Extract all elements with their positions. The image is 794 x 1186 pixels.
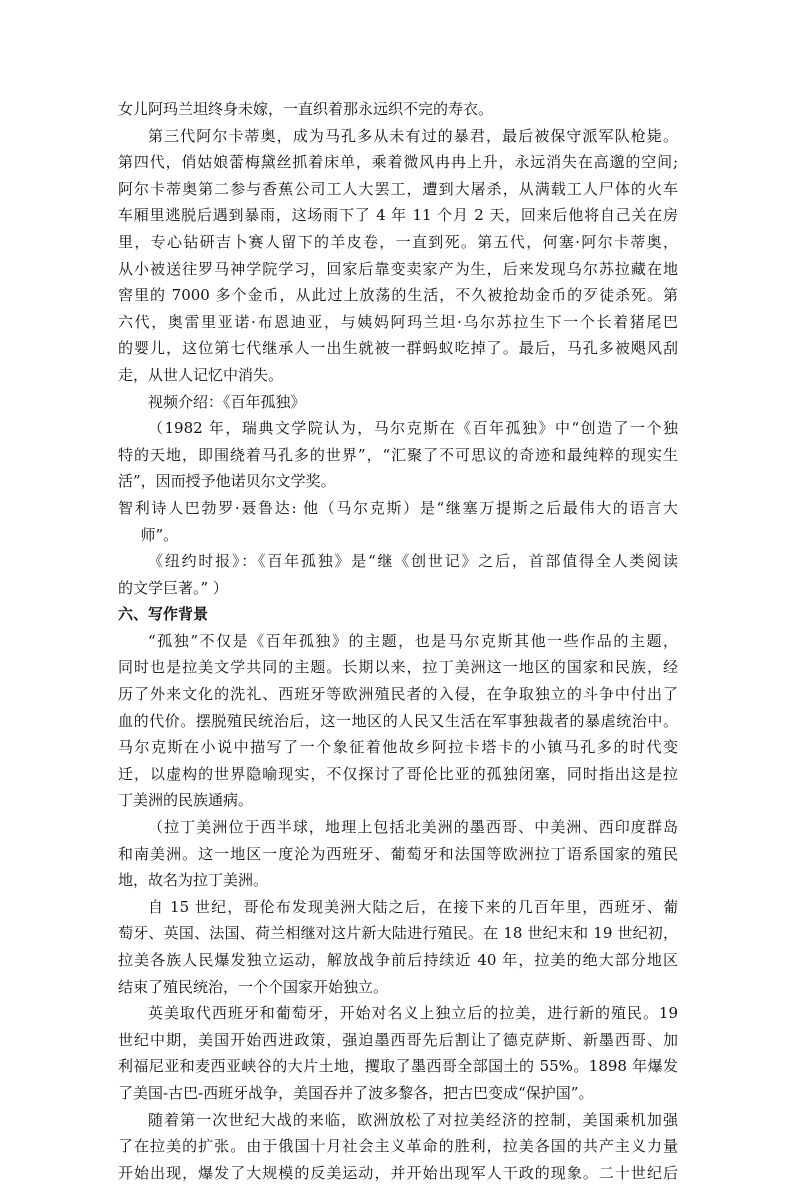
text-line: 六代，奥雷里亚诺·布恩迪亚，与姨妈阿玛兰坦·乌尔苏拉生下一个长着猪尾巴 bbox=[118, 312, 678, 331]
text-line: 窖里的 7000 多个金币，从此过上放荡的生活，不久被抢劫金币的歹徒杀死。第 bbox=[118, 286, 678, 305]
text-line: 《纽约时报》：《百年孤独》是“继《创世记》之后，首部值得全人类阅读 bbox=[148, 552, 678, 571]
text-line: “孤独”不仅是《百年孤独》的主题，也是马尔克斯其他一些作品的主题， bbox=[148, 631, 678, 650]
text-line: 英美取代西班牙和葡萄牙，开始对名义上独立后的拉美，进行新的殖民。19 bbox=[148, 1004, 678, 1023]
text-line: 世纪中期，美国开始西进政策，强迫墨西哥先后割让了德克萨斯、新墨西哥、加 bbox=[118, 1030, 678, 1049]
text-line: 里，专心钻研吉卜赛人留下的羊皮卷，一直到死。第五代，何塞·阿尔卡蒂奥， bbox=[118, 232, 678, 251]
text-line: 丁美洲的民族通病。 bbox=[118, 791, 254, 810]
document-page bbox=[118, 96, 678, 1186]
text-line: 马尔克斯在小说中描写了一个象征着他故乡阿拉卡塔卡的小镇马孔多的时代变 bbox=[118, 738, 678, 757]
text-line: 师”。 bbox=[140, 525, 179, 544]
text-line: 车厢里逃脱后遇到暴雨，这场雨下了 4 年 11 个月 2 天，回来后他将自己关在房 bbox=[118, 206, 678, 225]
text-line: 萄牙、英国、法国、荷兰相继对这片新大陆进行殖民。在 18 世纪末和 19 世纪初， bbox=[118, 924, 678, 943]
text-line: 阿尔卡蒂奥第二参与香蕉公司工人大罢工，遭到大屠杀，从满载工人尸体的火车 bbox=[118, 179, 678, 198]
text-line: 同时也是拉美文学共同的主题。长期以来，拉丁美洲这一地区的国家和民族，经 bbox=[118, 658, 678, 677]
text-line: 的文学巨著。” ） bbox=[118, 578, 228, 597]
text-line: 第四代，俏姑娘蕾梅黛丝抓着床单，乘着微风冉冉上升，永远消失在高邈的空间; bbox=[118, 153, 678, 172]
text-line: 了美国-古巴-西班牙战争，美国吞并了波多黎各，把古巴变成“保护国”。 bbox=[118, 1083, 594, 1102]
text-line: （1982 年，瑞典文学院认为，马尔克斯在《百年孤独》中“创造了一个独 bbox=[148, 419, 678, 438]
text-line: 从小被送往罗马神学院学习，回家后靠变卖家产为生，后来发现乌尔苏拉藏在地 bbox=[118, 259, 678, 278]
text-line: （拉丁美洲位于西半球，地理上包括北美洲的墨西哥、中美洲、西印度群岛 bbox=[148, 818, 678, 837]
video-intro-label: 视频介绍：《百年孤独》 bbox=[148, 392, 306, 411]
text-line: 了在拉美的扩张。由于俄国十月社会主义革命的胜利，拉美各国的共产主义力量 bbox=[118, 1137, 678, 1156]
text-line: 特的天地，即围绕着马孔多的世界”，“汇聚了不可思议的奇迹和最纯粹的现实生 bbox=[118, 445, 678, 464]
text-line: 走，从世人记忆中消失。 bbox=[118, 365, 284, 384]
text-line: 第三代阿尔卡蒂奥，成为马孔多从未有过的暴君，最后被保守派军队枪毙。 bbox=[148, 126, 678, 145]
text-line: 拉美各族人民爆发独立运动，解放战争前后持续近 40 年，拉美的绝大部分地区 bbox=[118, 951, 678, 969]
text-line: 的婴儿，这位第七代继承人一出生就被一群蚂蚁吃掉了。最后，马孔多被飓风刮 bbox=[118, 339, 678, 358]
text-line: 女儿阿玛兰坦终身未嫁，一直织着那永远织不完的寿衣。 bbox=[118, 100, 494, 118]
section-heading: 六、写作背景 bbox=[118, 605, 209, 624]
text-line: 开始出现，爆发了大规模的反美运动，并开始出现军人干政的现象。二十世纪后 bbox=[118, 1163, 678, 1182]
text-line: 迁，以虚构的世界隐喻现实，不仅探讨了哥伦比亚的孤独闭塞，同时指出这是拉 bbox=[118, 764, 678, 783]
text-line: 自 15 世纪，哥伦布发现美洲大陆之后，在接下来的几百年里，西班牙、葡 bbox=[148, 897, 678, 916]
text-line: 随着第一次世纪大战的来临，欧洲放松了对拉美经济的控制，美国乘机加强 bbox=[148, 1110, 678, 1129]
text-line: 血的代价。摆脱殖民统治后，这一地区的人民又生活在军事独裁者的暴虐统治中。 bbox=[118, 711, 678, 730]
text-line: 结束了殖民统治，一个个国家开始独立。 bbox=[118, 977, 389, 996]
text-line: 活”，因而授予他诺贝尔文学奖。 bbox=[118, 472, 336, 491]
text-line: 利福尼亚和麦西亚峡谷的大片土地，攫取了墨西哥全部国土的 55%。1898 年爆发 bbox=[118, 1057, 678, 1076]
text-line: 历了外来文化的洗礼、西班牙等欧洲殖民者的入侵，在争取独立的斗争中付出了 bbox=[118, 685, 678, 704]
text-line: 和南美洲。这一地区一度沦为西班牙、葡萄牙和法国等欧洲拉丁语系国家的殖民 bbox=[118, 844, 678, 863]
text-line: 智利诗人巴勃罗·聂鲁达: 他（马尔克斯）是“继塞万提斯之后最伟大的语言大 bbox=[118, 498, 678, 517]
text-line: 地，故名为拉丁美洲。 bbox=[118, 871, 269, 890]
